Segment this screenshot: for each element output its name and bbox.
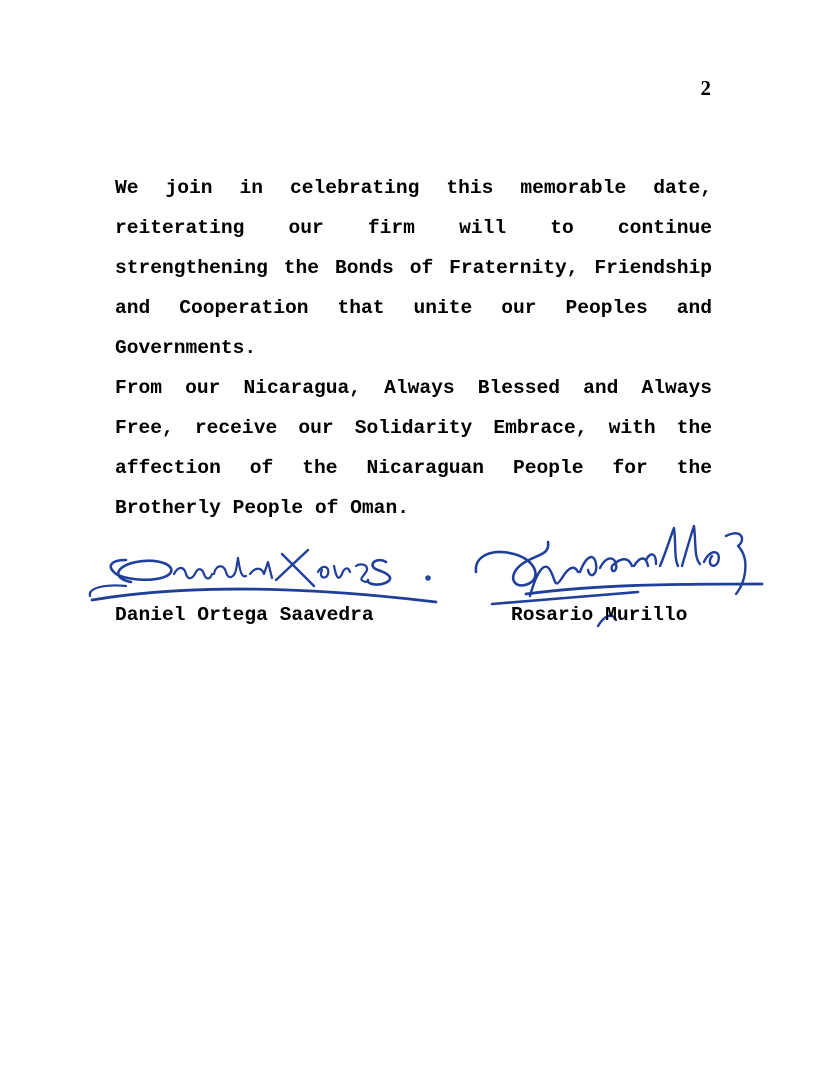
signer-name-rosario-murillo: Rosario Murillo	[511, 604, 688, 626]
paragraph-solidarity: From our Nicaragua, Always Blessed and Always Free, receive our Solidarity Embrace, with the affection of the Nicaraguan People for the Brotherly People of Oman.	[115, 377, 712, 519]
paragraph-celebration: We join in celebrating this memorable date, reiterating our firm will to continue strengthening the Bonds of Fraternity, Friendship and Cooperation that unite our Peoples and Governments.	[115, 177, 712, 359]
page-number: 2	[700, 76, 711, 100]
signer-name-daniel-ortega: Daniel Ortega Saavedra	[115, 604, 374, 626]
